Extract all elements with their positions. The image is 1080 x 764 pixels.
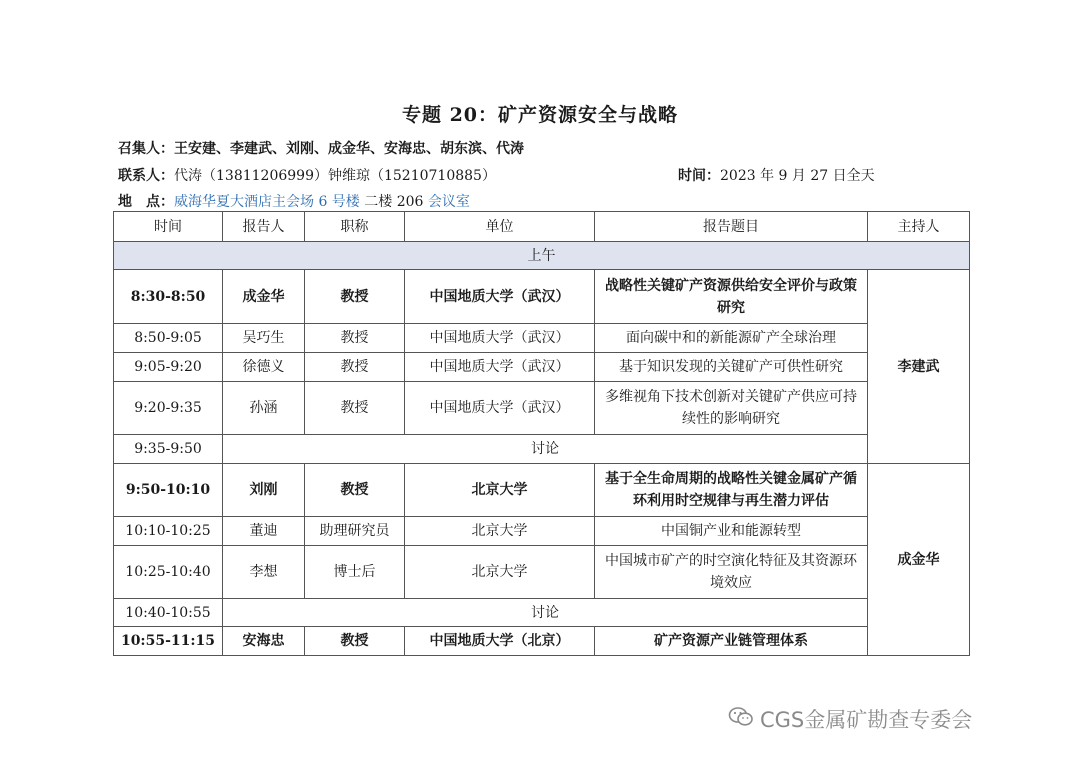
- row-unit: 中国地质大学（北京）: [405, 627, 595, 656]
- row-time: 8:50-9:05: [114, 324, 223, 353]
- row-topic: 面向碳中和的新能源矿产全球治理: [595, 324, 868, 353]
- row-time: 9:50-10:10: [114, 464, 223, 517]
- row-speaker: 董迪: [223, 517, 305, 546]
- row-time: 10:55-11:15: [114, 627, 223, 656]
- table-row: [114, 353, 970, 382]
- row-title: 博士后: [305, 546, 405, 599]
- row-speaker: 吴巧生: [223, 324, 305, 353]
- row-time: 9:20-9:35: [114, 382, 223, 435]
- host-cell: 成金华: [868, 464, 970, 656]
- table-row: [114, 517, 970, 546]
- row-topic: 矿产资源产业链管理体系: [595, 627, 868, 656]
- row-topic: 基于全生命周期的战略性关键金属矿产循环利用时空规律与再生潜力评估: [595, 464, 868, 517]
- row-topic: 战略性关键矿产资源供给安全评价与政策研究: [595, 270, 868, 324]
- row-time: 10:10-10:25: [114, 517, 223, 546]
- row-unit: 中国地质大学（武汉）: [405, 324, 595, 353]
- header-unit: 单位: [405, 212, 595, 242]
- row-time: 9:05-9:20: [114, 353, 223, 382]
- time-line: [678, 165, 875, 185]
- row-time: 10:40-10:55: [114, 599, 223, 627]
- row-unit: 中国地质大学（武汉）: [405, 270, 595, 324]
- discussion-row: [114, 435, 970, 464]
- row-discussion: 讨论: [223, 435, 868, 464]
- row-speaker: 孙涵: [223, 382, 305, 435]
- row-title: 教授: [305, 353, 405, 382]
- row-speaker: 成金华: [223, 270, 305, 324]
- session-label: 上午: [114, 242, 970, 270]
- row-title: 助理研究员: [305, 517, 405, 546]
- wechat-icon: [728, 706, 754, 733]
- row-unit: 中国地质大学（武汉）: [405, 353, 595, 382]
- row-title: 教授: [305, 382, 405, 435]
- table-row: [114, 546, 970, 599]
- row-title: 教授: [305, 464, 405, 517]
- location-floor: 二楼 206: [359, 194, 428, 210]
- row-speaker: 刘刚: [223, 464, 305, 517]
- row-speaker: 李想: [223, 546, 305, 599]
- contact-value: 代涛（13811206999）钟维琼（15210710885）: [174, 168, 496, 184]
- table-row: [114, 382, 970, 435]
- table-row: [114, 270, 970, 324]
- row-unit: 中国地质大学（武汉）: [405, 382, 595, 435]
- header-time: 时间: [114, 212, 223, 242]
- row-topic: 基于知识发现的关键矿产可供性研究: [595, 353, 868, 382]
- row-speaker: 安海忠: [223, 627, 305, 656]
- time-label: 时间：: [678, 168, 720, 184]
- row-title: 教授: [305, 627, 405, 656]
- location-venue-link[interactable]: 威海华夏大酒店主会场 6 号楼: [174, 194, 360, 210]
- session-row: [114, 242, 970, 270]
- host-cell: 李建武: [868, 270, 970, 464]
- row-topic: 中国铜产业和能源转型: [595, 517, 868, 546]
- schedule-table: [113, 211, 970, 656]
- row-time: 9:35-9:50: [114, 435, 223, 464]
- row-discussion: 讨论: [223, 599, 868, 627]
- header-title: 职称: [305, 212, 405, 242]
- location-room-link[interactable]: 会议室: [427, 194, 470, 210]
- row-title: 教授: [305, 270, 405, 324]
- contact-label: 联系人：: [118, 168, 174, 184]
- table-header-row: [114, 212, 970, 242]
- table-row: [114, 627, 970, 656]
- row-unit: 北京大学: [405, 546, 595, 599]
- conveners-value: 王安建、李建武、刘刚、成金华、安海忠、胡东滨、代涛: [174, 141, 524, 157]
- discussion-row: [114, 599, 970, 627]
- row-time: 8:30-8:50: [114, 270, 223, 324]
- watermark-text: CGS金属矿勘查专委会: [760, 708, 973, 732]
- row-topic: 中国城市矿产的时空演化特征及其资源环境效应: [595, 546, 868, 599]
- table-row: [114, 324, 970, 353]
- header-topic: 报告题目: [595, 212, 868, 242]
- contact-line: [118, 165, 496, 185]
- row-unit: 北京大学: [405, 517, 595, 546]
- row-time: 10:25-10:40: [114, 546, 223, 599]
- header-host: 主持人: [868, 212, 970, 242]
- row-unit: 北京大学: [405, 464, 595, 517]
- document-title: 专题 20：矿产资源安全与战略: [401, 104, 679, 126]
- conveners-label: 召集人：: [118, 141, 174, 157]
- row-topic: 多维视角下技术创新对关键矿产供应可持续性的影响研究: [595, 382, 868, 435]
- table-row: [114, 464, 970, 517]
- row-speaker: 徐德义: [223, 353, 305, 382]
- location-line: [118, 191, 470, 211]
- location-label: 地 点：: [118, 194, 174, 210]
- conveners-line: [118, 138, 524, 158]
- time-value: 2023 年 9 月 27 日全天: [720, 168, 875, 184]
- row-title: 教授: [305, 324, 405, 353]
- watermark: [728, 704, 972, 734]
- header-speaker: 报告人: [223, 212, 305, 242]
